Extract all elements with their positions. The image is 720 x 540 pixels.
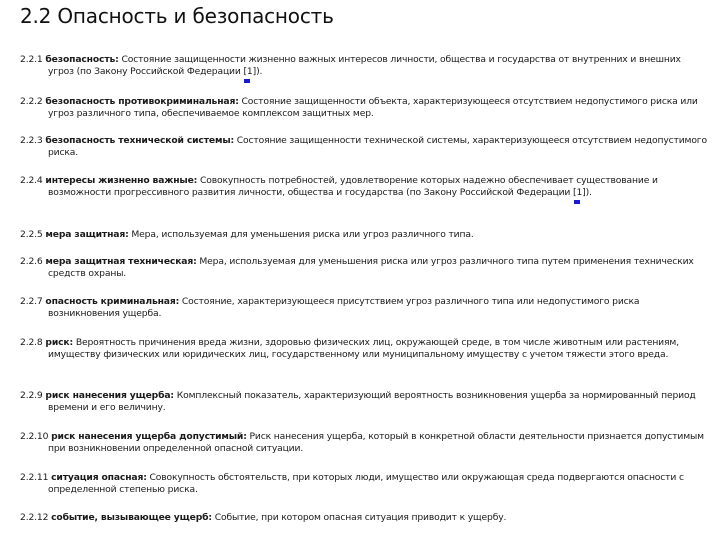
- entry-text: Совокупность обстоятельств, при которых люди, имущество или окружающая среда подвергаются опасности с определенной степенью риска.: [48, 472, 684, 496]
- entry-number: 2.2.4: [20, 175, 43, 186]
- entry-term: безопасность технической системы:: [45, 135, 235, 146]
- entry-text: Мера, используемая для уменьшения риска или угроз различного типа.: [131, 229, 474, 240]
- entry-term: ситуация опасная:: [51, 472, 147, 483]
- entry-text: Вероятность причинения вреда жизни, здоровью физических лиц, окружающей среде, в том числе животным или растениям, имуществу физических или юридических лиц, государственному или муниципальному имуществу с учетом тяжести этого вреда.: [48, 337, 679, 361]
- entry-text: Состояние защищенности объекта, характеризующееся отсутствием недопустимого риска или угроз различного типа, обеспечиваемое комплексом защитных мер.: [48, 96, 698, 120]
- entry-number: 2.2.12: [20, 512, 49, 523]
- definition-entry-2-2-5: [20, 229, 708, 241]
- entry-tail: ).: [256, 66, 263, 78]
- entry-term: риск:: [45, 337, 74, 348]
- entry-text: Комплексный показатель, характеризующий вероятность возникновения ущерба за нормированный период времени и его величину.: [48, 390, 696, 414]
- link-marker-icon: [244, 79, 250, 83]
- entry-term: мера защитная:: [45, 229, 129, 240]
- link-marker-icon: [574, 200, 580, 204]
- definition-entry-2-2-8: [20, 337, 708, 362]
- entry-term: опасность криминальная:: [45, 296, 180, 307]
- definition-entry-2-2-4: [20, 175, 708, 200]
- entry-number: 2.2.10: [20, 431, 49, 442]
- definition-entry-2-2-7: [20, 296, 708, 321]
- entry-term: безопасность противокриминальная:: [45, 96, 239, 107]
- entry-text: Состояние, характеризующееся присутствием угроз различного типа или недопустимого риска возникновения ущерба.: [48, 296, 640, 320]
- entry-text: Состояние защищенности технической системы, характеризующееся отсутствием недопустимого риска.: [48, 135, 707, 159]
- reference-link[interactable]: [1]: [573, 187, 586, 198]
- entry-term: событие, вызывающее ущерб:: [51, 512, 212, 523]
- page-title: 2.2 Опасность и безопасность: [20, 4, 334, 28]
- entry-text: Событие, при котором опасная ситуация приводит к ущербу.: [214, 512, 507, 523]
- definition-entry-2-2-12: [20, 512, 708, 524]
- entry-number: 2.2.8: [20, 337, 43, 348]
- entry-term: интересы жизненно важные:: [45, 175, 198, 186]
- entry-term: мера защитная техническая:: [45, 256, 197, 267]
- definition-entry-2-2-3: [20, 135, 708, 160]
- entry-number: 2.2.7: [20, 296, 43, 307]
- entry-number: 2.2.1: [20, 54, 43, 65]
- definition-entry-2-2-1: [20, 54, 708, 79]
- definition-entry-2-2-9: [20, 390, 708, 415]
- reference-link[interactable]: [1]: [243, 66, 256, 77]
- entry-number: 2.2.6: [20, 256, 43, 267]
- entry-tail: ).: [585, 187, 592, 199]
- definition-entry-2-2-11: [20, 472, 708, 497]
- entry-number: 2.2.3: [20, 135, 43, 146]
- entry-number: 2.2.11: [20, 472, 49, 483]
- entry-number: 2.2.2: [20, 96, 43, 107]
- entry-term: риск нанесения ущерба:: [45, 390, 174, 401]
- definition-entry-2-2-10: [20, 431, 708, 456]
- definition-entry-2-2-2: [20, 96, 708, 121]
- definition-entry-2-2-6: [20, 256, 708, 281]
- entry-text: Риск нанесения ущерба, который в конкретной области деятельности признается допустимым при возникновении определенной опасной ситуации.: [48, 431, 704, 455]
- entry-term: безопасность:: [45, 54, 119, 65]
- entry-text: Мера, используемая для уменьшения риска или угроз различного типа путем применения технических средств охраны.: [48, 256, 694, 280]
- entry-text: Совокупность потребностей, удовлетворение которых надежно обеспечивает существование и возможности прогрессивного развития личности, общества и государства (по Закону Российской Федерации: [48, 175, 658, 199]
- entry-number: 2.2.5: [20, 229, 43, 240]
- entry-text: Состояние защищенности жизненно важных интересов личности, общества и государства от внутренних и внешних угроз (по Закону Российской Федерации: [48, 54, 681, 78]
- entry-term: риск нанесения ущерба допустимый:: [51, 431, 247, 442]
- entry-number: 2.2.9: [20, 390, 43, 401]
